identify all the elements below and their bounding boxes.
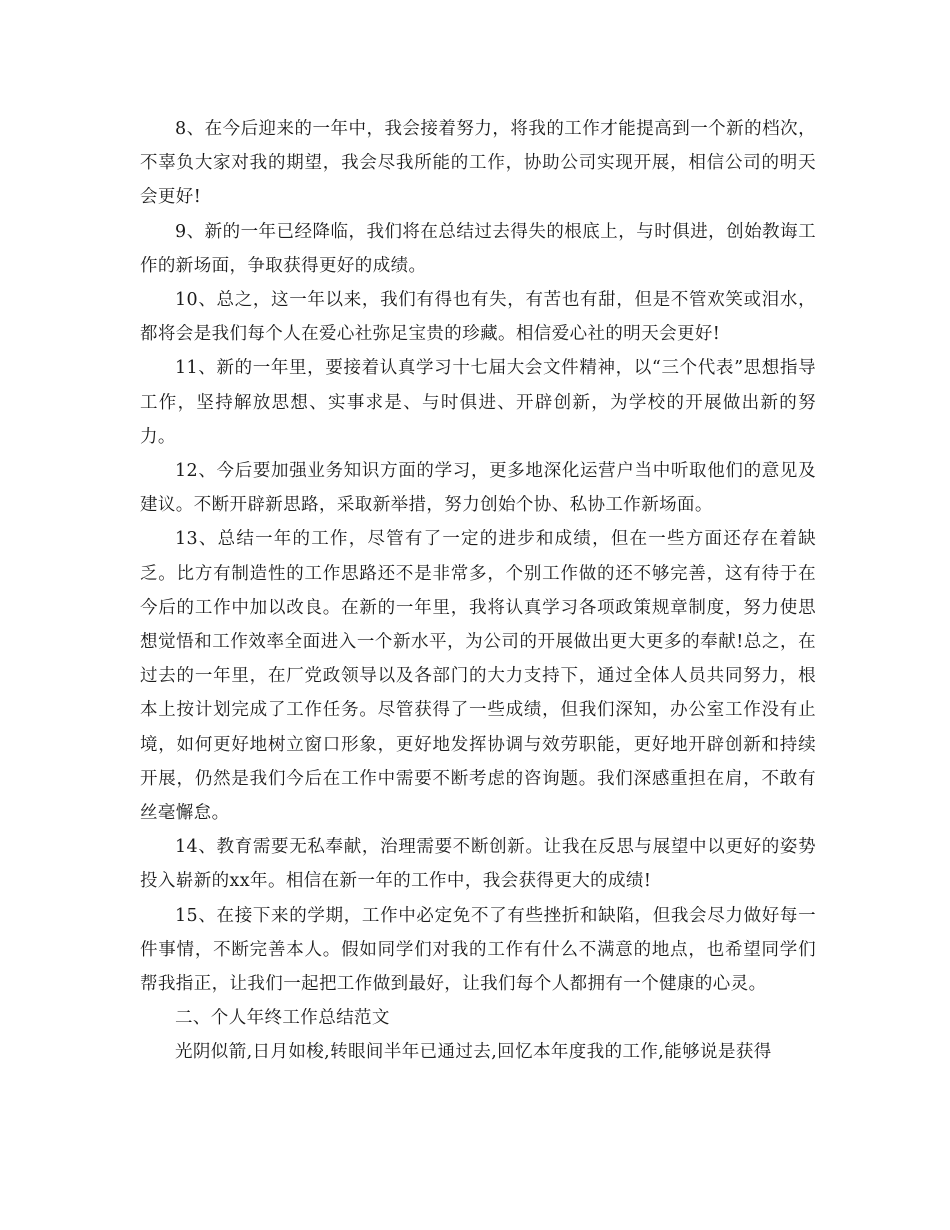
paragraph-item-15: 15、在接下来的学期，工作中必定免不了有些挫折和缺陷，但我会尽力做好每一件事情，不断完善本人。假如同学们对我的工作有什么不满意的地点，也希望同学们帮我指正，让我们一起把工作做到最好，让我们每个人都拥有一个健康的心灵。 — [140, 905, 816, 995]
paragraph-item-12: 12、今后要加强业务知识方面的学习，更多地深化运营户当中听取他们的意见及建议。不断开辟新思路，采取新举措，努力创始个协、私协工作新场面。 — [140, 461, 816, 516]
paragraph-item-10: 10、总之，这一年以来，我们有得也有失，有苦也有甜，但是不管欢笑或泪水，都将会是我们每个人在爱心社弥足宝贵的珍藏。相信爱心社的明天会更好! — [140, 290, 816, 345]
paragraph-intro: 光阴似箭,日月如梭,转眼间半年已通过去,回忆本年度我的工作,能够说是获得 — [175, 1042, 772, 1063]
paragraph-item-11: 11、新的一年里，要接着认真学习十七届大会文件精神，以“三个代表”思想指导工作，坚持解放思想、实事求是、与时俱进、开辟创新，为学校的开展做出新的努力。 — [140, 358, 816, 447]
paragraph-item-13: 13、总结一年的工作，尽管有了一定的进步和成绩，但在一些方面还存在着缺乏。比方有制造性的工作思路还不是非常多，个别工作做的还不够完善，这有待于在今后的工作中加以改良。在新的一年里，我将认真学习各项政策规章制度，努力使思想觉悟和工作效率全面进入一个新水平，为公司的开展做出更大更多的奉献!总之，在过去的一年里，在厂党政领导以及各部门的大力支持下，通过全体人员共同努力，根本上按计划完成了工作任务。尽管获得了一些成绩，但我们深知，办公室工作没有止境，如何更好地树立窗口形象，更好地发挥协调与效劳职能，更好地开辟创新和持续开展，仍然是我们今后在工作中需要不断考虑的咨询题。我们深感重担在肩，不敢有丝毫懈怠。 — [140, 529, 816, 824]
paragraph-item-14: 14、教育需要无私奉献，治理需要不断创新。让我在反思与展望中以更好的姿势投入崭新的xx年。相信在新一年的工作中，我会获得更大的成绩! — [140, 837, 816, 892]
section-heading: 二、个人年终工作总结范文 — [175, 1008, 390, 1029]
paragraph-item-8: 8、在今后迎来的一年中，我会接着努力，将我的工作才能提高到一个新的档次，不辜负大家对我的期望，我会尽我所能的工作，协助公司实现开展，相信公司的明天会更好! — [140, 119, 816, 208]
paragraph-item-9: 9、新的一年已经降临，我们将在总结过去得失的根底上，与时俱进，创始教诲工作的新场面，争取获得更好的成绩。 — [140, 221, 816, 276]
document-body — [140, 112, 816, 1070]
